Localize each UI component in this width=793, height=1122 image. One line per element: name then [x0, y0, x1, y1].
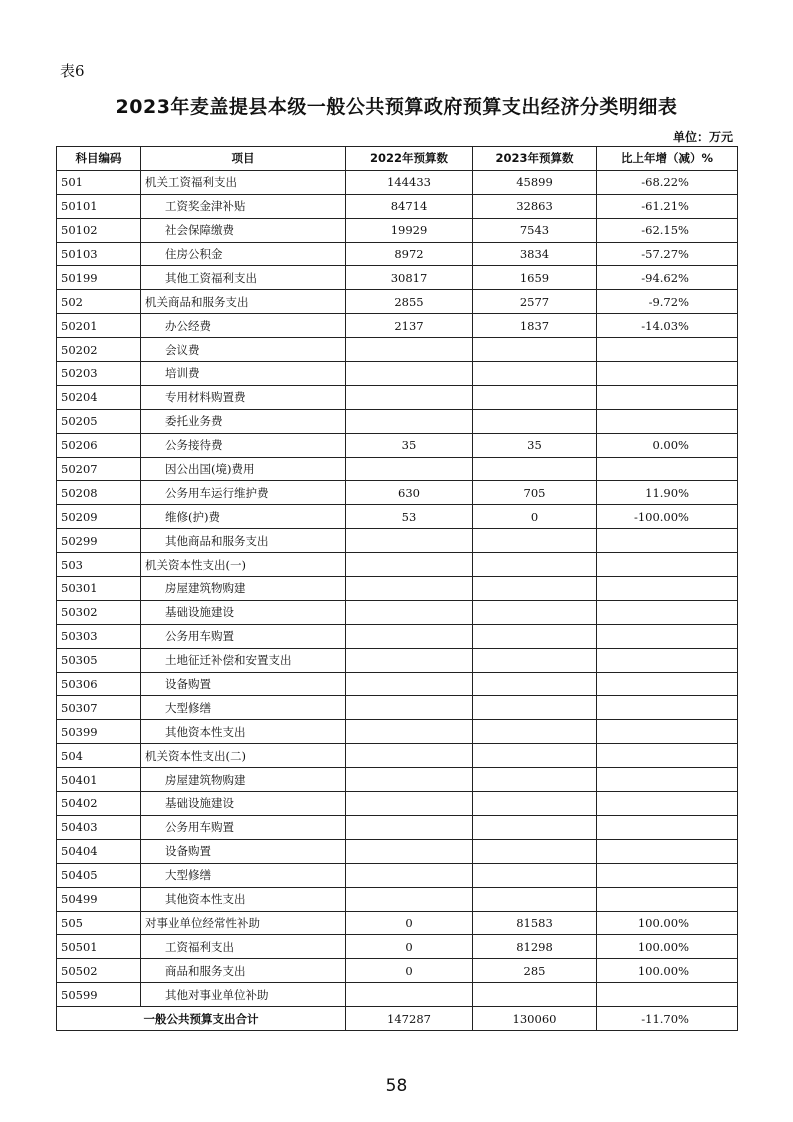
row-change-value [597, 863, 738, 887]
row-code: 50401 [57, 768, 141, 792]
row-code: 50206 [57, 433, 141, 457]
total-row [57, 1007, 738, 1031]
row-change-value: -62.15% [597, 218, 738, 242]
row-item-name: 社会保障缴费 [141, 218, 346, 242]
row-code: 50399 [57, 720, 141, 744]
row-change-value: 100.00% [597, 935, 738, 959]
table-row [57, 792, 738, 816]
table-row [57, 696, 738, 720]
row-change-value: 100.00% [597, 959, 738, 983]
row-2022-value [346, 696, 473, 720]
row-code: 50501 [57, 935, 141, 959]
header-item: 项目 [141, 147, 346, 171]
row-item-name: 其他商品和服务支出 [141, 529, 346, 553]
row-2023-value: 705 [473, 481, 597, 505]
row-2022-value: 35 [346, 433, 473, 457]
row-2022-value [346, 983, 473, 1007]
row-item-name: 基础设施建设 [141, 792, 346, 816]
row-2023-value [473, 529, 597, 553]
table-row [57, 672, 738, 696]
row-2023-value [473, 863, 597, 887]
row-code: 50306 [57, 672, 141, 696]
row-code: 50201 [57, 314, 141, 338]
row-2022-value [346, 385, 473, 409]
row-change-value [597, 409, 738, 433]
row-code: 501 [57, 170, 141, 194]
row-2022-value [346, 529, 473, 553]
row-code: 50402 [57, 792, 141, 816]
row-item-name: 房屋建筑物购建 [141, 768, 346, 792]
row-2022-value [346, 720, 473, 744]
row-2023-value [473, 553, 597, 577]
row-2022-value [346, 839, 473, 863]
row-2022-value: 2855 [346, 290, 473, 314]
table-row [57, 505, 738, 529]
table-row [57, 839, 738, 863]
row-change-value [597, 744, 738, 768]
table-row [57, 935, 738, 959]
row-2023-value [473, 768, 597, 792]
row-change-value: -14.03% [597, 314, 738, 338]
row-change-value: -61.21% [597, 194, 738, 218]
table-number: 表6 [60, 62, 85, 80]
row-2023-value [473, 744, 597, 768]
row-2022-value: 144433 [346, 170, 473, 194]
table-row [57, 290, 738, 314]
row-change-value [597, 887, 738, 911]
table-row [57, 170, 738, 194]
row-change-value [597, 983, 738, 1007]
table-row [57, 815, 738, 839]
row-2022-value: 8972 [346, 242, 473, 266]
row-2023-value: 1837 [473, 314, 597, 338]
row-item-name: 大型修缮 [141, 696, 346, 720]
row-2023-value [473, 385, 597, 409]
row-2022-value: 2137 [346, 314, 473, 338]
table-row [57, 194, 738, 218]
table-row [57, 959, 738, 983]
row-2023-value [473, 577, 597, 601]
row-item-name: 公务用车运行维护费 [141, 481, 346, 505]
row-2022-value: 0 [346, 935, 473, 959]
table-row [57, 983, 738, 1007]
row-2023-value [473, 672, 597, 696]
row-item-name: 机关商品和服务支出 [141, 290, 346, 314]
row-2023-value [473, 696, 597, 720]
table-row [57, 744, 738, 768]
table-row [57, 624, 738, 648]
table-row [57, 338, 738, 362]
row-2023-value [473, 983, 597, 1007]
row-2022-value [346, 600, 473, 624]
row-2022-value [346, 744, 473, 768]
total-change: -11.70% [597, 1007, 738, 1031]
row-change-value [597, 815, 738, 839]
row-code: 50299 [57, 529, 141, 553]
row-code: 50204 [57, 385, 141, 409]
table-row [57, 887, 738, 911]
row-item-name: 大型修缮 [141, 863, 346, 887]
total-2023: 130060 [473, 1007, 597, 1031]
table-row [57, 242, 738, 266]
row-code: 50102 [57, 218, 141, 242]
row-item-name: 维修(护)费 [141, 505, 346, 529]
row-code: 50207 [57, 457, 141, 481]
row-code: 50599 [57, 983, 141, 1007]
table-row [57, 433, 738, 457]
table-row [57, 266, 738, 290]
row-item-name: 土地征迁补偿和安置支出 [141, 648, 346, 672]
table-row [57, 863, 738, 887]
row-item-name: 机关资本性支出(一) [141, 553, 346, 577]
row-item-name: 公务用车购置 [141, 624, 346, 648]
row-item-name: 专用材料购置费 [141, 385, 346, 409]
row-item-name: 会议费 [141, 338, 346, 362]
page-number: 58 [385, 1076, 408, 1096]
table-row [57, 362, 738, 386]
row-2022-value: 630 [346, 481, 473, 505]
row-2022-value [346, 553, 473, 577]
row-2023-value: 1659 [473, 266, 597, 290]
row-code: 50403 [57, 815, 141, 839]
row-2023-value: 45899 [473, 170, 597, 194]
row-change-value: 100.00% [597, 911, 738, 935]
header-2023: 2023年预算数 [473, 147, 597, 171]
row-2022-value: 19929 [346, 218, 473, 242]
row-item-name: 工资福利支出 [141, 935, 346, 959]
row-2023-value [473, 338, 597, 362]
row-2022-value: 0 [346, 959, 473, 983]
row-2022-value [346, 648, 473, 672]
row-code: 50307 [57, 696, 141, 720]
row-2023-value [473, 792, 597, 816]
row-2023-value: 32863 [473, 194, 597, 218]
table-row [57, 314, 738, 338]
row-change-value [597, 577, 738, 601]
row-code: 502 [57, 290, 141, 314]
row-change-value: -100.00% [597, 505, 738, 529]
row-2023-value [473, 457, 597, 481]
row-code: 50301 [57, 577, 141, 601]
row-item-name: 公务接待费 [141, 433, 346, 457]
row-code: 50202 [57, 338, 141, 362]
table-row [57, 600, 738, 624]
row-code: 50302 [57, 600, 141, 624]
row-change-value: -57.27% [597, 242, 738, 266]
row-code: 505 [57, 911, 141, 935]
table-row [57, 481, 738, 505]
row-2022-value [346, 409, 473, 433]
row-change-value [597, 648, 738, 672]
row-change-value [597, 362, 738, 386]
row-change-value [597, 720, 738, 744]
row-2023-value: 0 [473, 505, 597, 529]
header-code: 科目编码 [57, 147, 141, 171]
row-code: 50205 [57, 409, 141, 433]
row-change-value [597, 696, 738, 720]
table-row [57, 911, 738, 935]
budget-table [56, 146, 738, 1031]
row-change-value [597, 338, 738, 362]
row-2022-value [346, 768, 473, 792]
total-label: 一般公共预算支出合计 [57, 1007, 346, 1031]
row-change-value [597, 600, 738, 624]
row-item-name: 其他资本性支出 [141, 720, 346, 744]
row-code: 50101 [57, 194, 141, 218]
row-code: 50404 [57, 839, 141, 863]
row-code: 50305 [57, 648, 141, 672]
row-item-name: 对事业单位经常性补助 [141, 911, 346, 935]
row-code: 50502 [57, 959, 141, 983]
row-change-value [597, 529, 738, 553]
row-code: 50203 [57, 362, 141, 386]
row-2022-value [346, 457, 473, 481]
row-2022-value: 0 [346, 911, 473, 935]
row-item-name: 基础设施建设 [141, 600, 346, 624]
row-2023-value: 81298 [473, 935, 597, 959]
row-item-name: 房屋建筑物购建 [141, 577, 346, 601]
row-code: 50405 [57, 863, 141, 887]
row-item-name: 其他资本性支出 [141, 887, 346, 911]
row-change-value [597, 839, 738, 863]
table-body [57, 170, 738, 1006]
unit-label: 单位：万元 [672, 130, 733, 144]
row-item-name: 机关工资福利支出 [141, 170, 346, 194]
header-change: 比上年增（减）% [597, 147, 738, 171]
row-2022-value [346, 624, 473, 648]
table-row [57, 529, 738, 553]
row-code: 503 [57, 553, 141, 577]
row-change-value: 0.00% [597, 433, 738, 457]
row-change-value [597, 385, 738, 409]
table-row [57, 218, 738, 242]
table-row [57, 577, 738, 601]
table-row [57, 768, 738, 792]
row-change-value [597, 672, 738, 696]
row-2023-value: 7543 [473, 218, 597, 242]
row-change-value: 11.90% [597, 481, 738, 505]
row-2022-value: 53 [346, 505, 473, 529]
row-code: 504 [57, 744, 141, 768]
table-row [57, 457, 738, 481]
row-2022-value: 84714 [346, 194, 473, 218]
row-change-value: -9.72% [597, 290, 738, 314]
row-change-value [597, 792, 738, 816]
row-2023-value [473, 720, 597, 744]
row-code: 50103 [57, 242, 141, 266]
row-item-name: 设备购置 [141, 839, 346, 863]
row-item-name: 设备购置 [141, 672, 346, 696]
row-item-name: 其他对事业单位补助 [141, 983, 346, 1007]
row-change-value [597, 553, 738, 577]
row-change-value: -68.22% [597, 170, 738, 194]
row-code: 50303 [57, 624, 141, 648]
row-item-name: 工资奖金津补贴 [141, 194, 346, 218]
row-2022-value [346, 863, 473, 887]
row-item-name: 因公出国(境)费用 [141, 457, 346, 481]
row-item-name: 公务用车购置 [141, 815, 346, 839]
row-code: 50499 [57, 887, 141, 911]
row-2022-value [346, 338, 473, 362]
row-2023-value [473, 362, 597, 386]
row-item-name: 办公经费 [141, 314, 346, 338]
row-change-value [597, 768, 738, 792]
row-code: 50199 [57, 266, 141, 290]
total-2022: 147287 [346, 1007, 473, 1031]
row-2022-value [346, 577, 473, 601]
header-2022: 2022年预算数 [346, 147, 473, 171]
row-code: 50208 [57, 481, 141, 505]
row-item-name: 委托业务费 [141, 409, 346, 433]
row-2023-value [473, 839, 597, 863]
row-2022-value [346, 815, 473, 839]
row-change-value: -94.62% [597, 266, 738, 290]
row-item-name: 其他工资福利支出 [141, 266, 346, 290]
table-row [57, 385, 738, 409]
row-2023-value [473, 624, 597, 648]
row-2022-value [346, 362, 473, 386]
row-2023-value: 2577 [473, 290, 597, 314]
row-2023-value [473, 887, 597, 911]
row-2023-value [473, 600, 597, 624]
row-2023-value: 35 [473, 433, 597, 457]
row-item-name: 机关资本性支出(二) [141, 744, 346, 768]
row-code: 50209 [57, 505, 141, 529]
row-2023-value: 81583 [473, 911, 597, 935]
table-row [57, 720, 738, 744]
row-2022-value [346, 672, 473, 696]
row-change-value [597, 457, 738, 481]
row-2022-value [346, 792, 473, 816]
table-row [57, 409, 738, 433]
row-change-value [597, 624, 738, 648]
page-title: 2023年麦盖提县本级一般公共预算政府预算支出经济分类明细表 [115, 96, 678, 118]
row-2023-value: 285 [473, 959, 597, 983]
row-2023-value [473, 648, 597, 672]
row-item-name: 住房公积金 [141, 242, 346, 266]
row-2023-value [473, 409, 597, 433]
row-2022-value: 30817 [346, 266, 473, 290]
row-item-name: 商品和服务支出 [141, 959, 346, 983]
row-2023-value [473, 815, 597, 839]
row-2023-value: 3834 [473, 242, 597, 266]
table-row [57, 553, 738, 577]
row-item-name: 培训费 [141, 362, 346, 386]
table-header-row [57, 147, 738, 171]
row-2022-value [346, 887, 473, 911]
table-row [57, 648, 738, 672]
